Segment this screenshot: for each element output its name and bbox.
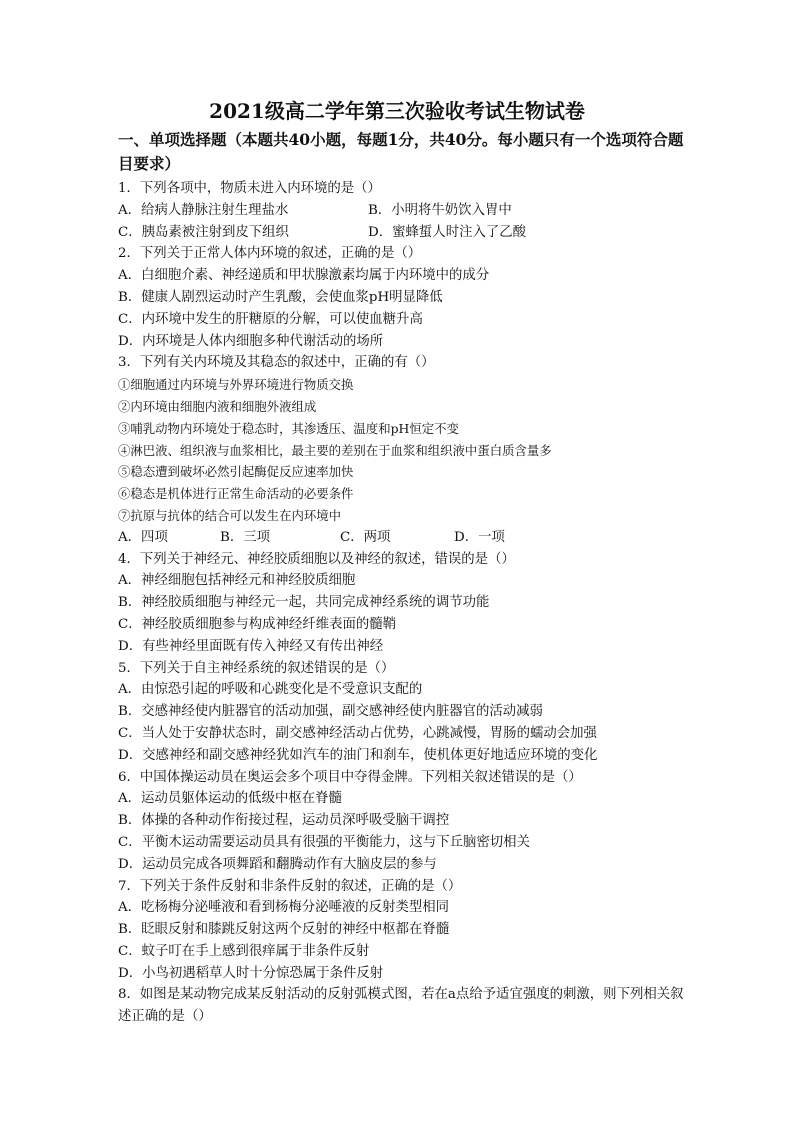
- question-1-stem: 1．下列各项中，物质未进入内环境的是（）: [118, 181, 381, 196]
- question-3-option-b: B．三项: [220, 529, 271, 545]
- question-2-stem: 2．下列关于正常人体内环境的叙述，正确的是（）: [118, 246, 422, 262]
- question-1-option-c: C．胰岛素被注射到皮下组织: [118, 224, 289, 240]
- question-4-option-d: D．有些神经里面既有传入神经又有传出神经: [118, 638, 384, 654]
- question-6-option-c: C．平衡木运动需要运动员具有很强的平衡能力，这与下丘脑密切相关: [118, 834, 530, 850]
- question-4-option-b: B．神经胶质细胞与神经元一起，共同完成神经系统的调节功能: [118, 595, 490, 611]
- question-2-option-c: C．内环境中发生的肝糖原的分解，可以使血糖升高: [118, 311, 423, 327]
- question-3-statement: ④淋巴液、组织液与血浆相比，最主要的差别在于血浆和组织液中蛋白质含量多: [118, 442, 552, 458]
- section-heading: 一、单项选择题（本题共40小题，每题1分，共40分。每小题只有一个选项符合题目要求）: [118, 130, 684, 173]
- question-1-option-b: B．小明将牛奶饮入胃中: [368, 202, 512, 218]
- question-5-option-c: C．当人处于安静状态时，副交感神经活动占优势，心跳减慢，胃肠的蠕动会加强: [118, 725, 597, 741]
- question-3-option-d: D．一项: [454, 529, 505, 545]
- question-3-option-a: A．四项: [118, 529, 168, 545]
- question-3-option-c: C．两项: [340, 529, 391, 545]
- question-5-option-d: D．交感神经和副交感神经犹如汽车的油门和刹车，使机体更好地适应环境的变化: [118, 747, 598, 763]
- question-6-stem: 6．中国体操运动员在奥运会多个项目中夺得金牌。下列相关叙述错误的是（）: [118, 769, 582, 785]
- question-4-option-a: A．神经细胞包括神经元和神经胶质细胞: [118, 573, 356, 589]
- page-title: 2021级高二学年第三次验收考试生物试卷: [209, 99, 585, 123]
- question-6-option-a: A．运动员躯体运动的低级中枢在脊髓: [118, 791, 342, 807]
- question-8-stem: 8．如图是某动物完成某反射活动的反射弧模式图，若在a点给予适宜强度的刺激，则下列相关叙述正确的是（）: [118, 987, 684, 1025]
- question-7-option-c: C．蚊子叮在手上感到很痒属于非条件反射: [118, 943, 370, 959]
- question-7-option-d: D．小鸟初遇稻草人时十分惊恐属于条件反射: [118, 965, 384, 981]
- question-2-option-a: A．白细胞介素、神经递质和甲状腺激素均属于内环境中的成分: [118, 268, 490, 284]
- question-2-option-b: B．健康人剧烈运动时产生乳酸，会使血浆pH明显降低: [118, 289, 443, 305]
- question-4-option-c: C．神经胶质细胞参与构成神经纤维表面的髓鞘: [118, 616, 397, 632]
- question-5-option-b: B．交感神经使内脏器官的活动加强，副交感神经使内脏器官的活动减弱: [118, 704, 543, 720]
- question-3-statement: ⑤稳态遭到破坏必然引起酶促反应速率加快: [118, 464, 354, 480]
- question-list: [118, 178, 688, 1028]
- question-1-option-a: A．给病人静脉注射生理盐水: [118, 202, 289, 218]
- question-3-statement: ②内环境由细胞内液和细胞外液组成: [118, 398, 317, 414]
- question-3-statement: ③哺乳动物内环境处于稳态时，其渗透压、温度和pH恒定不变: [118, 420, 459, 436]
- question-1-option-d: D．蜜蜂蜇人时注入了乙酸: [368, 224, 527, 240]
- question-7-option-a: A．吃杨梅分泌唾液和看到杨梅分泌唾液的反射类型相同: [118, 900, 450, 916]
- question-3-statement: ①细胞通过内环境与外界环境进行物质交换: [118, 377, 354, 393]
- question-5-stem: 5．下列关于自主神经系统的叙述错误的是（）: [118, 660, 395, 676]
- question-5-option-a: A．由惊恐引起的呼吸和心跳变化是不受意识支配的: [118, 682, 423, 698]
- question-1-options-row-2: [118, 222, 688, 244]
- question-6-option-d: D．运动员完成各项舞蹈和翻腾动作有大脑皮层的参与: [118, 856, 437, 872]
- question-3-options-row: [118, 527, 688, 549]
- question-6-option-b: B．体操的各种动作衔接过程，运动员深呼吸受脑干调控: [118, 813, 450, 829]
- question-4-stem: 4．下列关于神经元、神经胶质细胞以及神经的叙述，错误的是（）: [118, 551, 515, 567]
- question-2-option-d: D．内环境是人体内细胞多种代谢活动的场所: [118, 333, 384, 349]
- question-3-statement: ⑥稳态是机体进行正常生命活动的必要条件: [118, 486, 354, 502]
- question-7-option-b: B．眨眼反射和膝跳反射这两个反射的神经中枢都在脊髓: [118, 922, 450, 938]
- question-3-statement: ⑦抗原与抗体的结合可以发生在内环境中: [118, 507, 342, 523]
- question-3-stem: 3．下列有关内环境及其稳态的叙述中，正确的有（）: [118, 355, 435, 371]
- question-1-options-row-1: [118, 200, 688, 222]
- question-7-stem: 7．下列关于条件反射和非条件反射的叙述，正确的是（）: [118, 878, 462, 894]
